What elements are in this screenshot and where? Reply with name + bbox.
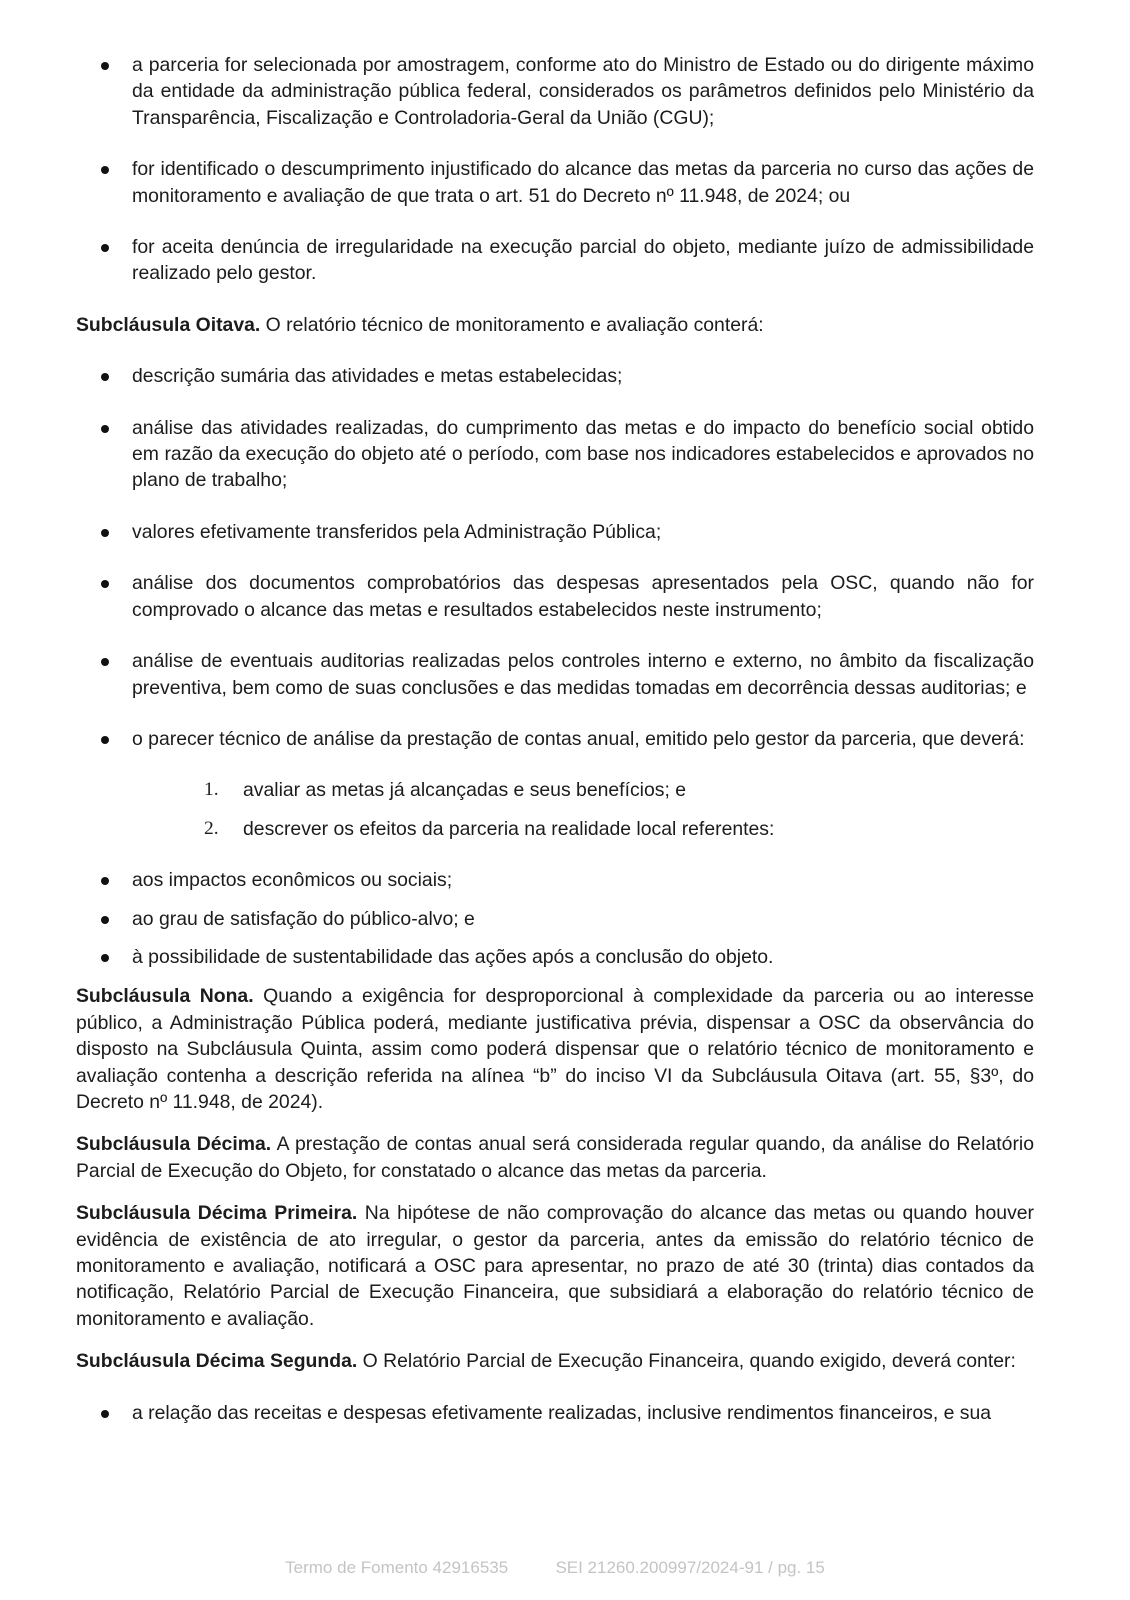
footer-document: Termo de Fomento 42916535: [285, 1558, 509, 1577]
item-text: avaliar as metas já alcançadas e seus benefícios; e: [243, 779, 687, 802]
list-item: o parecer técnico de análise da prestação de contas anual, emitido pelo gestor da parceria, que deverá:: [76, 726, 1034, 752]
list-item: descrição sumária das atividades e metas estabelecidas;: [76, 363, 1034, 389]
subclause-text: Quando a exigência for desproporcional à complexidade da parceria ou ao interesse público, a Administração Pública poderá, mediante justificativa prévia, dispensar a OSC da observância do disposto na Subcláusula Quinta, assim como poderá dispensar que o relatório técnico de monitoramento e avaliação contenha a descrição referida na alínea “b” do inciso VI da Subcláusula Oitava (art. 55, §3º, do Decreto nº 11.948, de 2024).: [76, 985, 1034, 1113]
list-item: a relação das receitas e despesas efetivamente realizadas, inclusive rendimentos financeiros, e sua: [76, 1400, 1034, 1426]
top-bullet-list: [76, 52, 1034, 287]
item-number: 1.: [204, 779, 219, 801]
list-item: valores efetivamente transferidos pela Administração Pública;: [76, 519, 1034, 545]
list-item: ao grau de satisfação do público-alvo; e: [76, 906, 1034, 932]
subclause-text: Na hipótese de não comprovação do alcance das metas ou quando houver evidência de existência de ato irregular, o gestor da parceria, antes da emissão do relatório técnico de monitoramento e avaliação, notificará a OSC para apresentar, no prazo de até 30 (trinta) dias contados da notificação, Relatório Parcial de Execução Financeira, que subsidiará a elaboração do relatório técnico de monitoramento e avaliação.: [76, 1202, 1035, 1330]
list-item: análise das atividades realizadas, do cumprimento das metas e do impacto do benefício social obtido em razão da execução do objeto até o período, com base nos indicadores estabelecidos e aprovados no plano de trabalho;: [76, 415, 1034, 494]
subclause-text: A prestação de contas anual será considerada regular quando, da análise do Relatório Parcial de Execução do Objeto, for constatado o alcance das metas da parceria.: [76, 1133, 1034, 1182]
list-item: a parceria for selecionada por amostragem, conforme ato do Ministro de Estado ou do dirigente máximo da entidade da administração pública federal, considerados os parâmetros definidos pelo Ministério da Transparência, Fiscalização e Controladoria-Geral da União (CGU);: [76, 52, 1034, 131]
last-bullet-list: [76, 1400, 1034, 1426]
subclause-heading: Subcláusula Nona.: [76, 985, 254, 1008]
subclause-decima: [76, 1131, 1034, 1184]
subclause-nona: [76, 983, 1034, 1115]
numbered-item: [76, 777, 1034, 803]
list-item: for aceita denúncia de irregularidade na execução parcial do objeto, mediante juízo de admissibilidade realizado pelo gestor.: [76, 234, 1034, 287]
subclause-heading: Subcláusula Décima Primeira.: [76, 1202, 358, 1225]
effects-bullet-list: [76, 867, 1034, 970]
subclause-heading: Subcláusula Décima Segunda.: [76, 1350, 358, 1373]
subclause-heading: Subcláusula Décima.: [76, 1133, 272, 1156]
document-page: [76, 52, 1034, 1426]
list-item: análise dos documentos comprobatórios das despesas apresentados pela OSC, quando não for comprovado o alcance das metas e resultados estabelecidos neste instrumento;: [76, 570, 1034, 623]
numbered-list: [76, 777, 1034, 842]
list-item: à possibilidade de sustentabilidade das ações após a conclusão do objeto.: [76, 944, 1034, 970]
list-item: for identificado o descumprimento injustificado do alcance das metas da parceria no curso das ações de monitoramento e avaliação de que trata o art. 51 do Decreto nº 11.948, de 2024; ou: [76, 156, 1034, 209]
subclause-decima-segunda: [76, 1348, 1034, 1374]
subclause-oitava: [76, 312, 1034, 338]
footer-reference: SEI 21260.200997/2024-91 / pg. 15: [555, 1558, 825, 1577]
list-item: análise de eventuais auditorias realizadas pelos controles interno e externo, no âmbito da fiscalização preventiva, bem como de suas conclusões e das medidas tomadas em decorrência dessas auditorias; e: [76, 648, 1034, 701]
numbered-item: [76, 816, 1034, 842]
subclause-decima-primeira: [76, 1200, 1034, 1332]
subclause-text: O Relatório Parcial de Execução Financeira, quando exigido, deverá conter:: [357, 1350, 1016, 1373]
oitava-bullet-list: [76, 363, 1034, 752]
subclause-heading: Subcláusula Oitava.: [76, 313, 261, 336]
list-item: aos impactos econômicos ou sociais;: [76, 867, 1034, 893]
page-footer: [0, 1558, 1110, 1578]
subclause-text: O relatório técnico de monitoramento e avaliação conterá:: [260, 313, 764, 336]
item-text: descrever os efeitos da parceria na realidade local referentes:: [243, 817, 775, 840]
item-number: 2.: [204, 817, 219, 839]
